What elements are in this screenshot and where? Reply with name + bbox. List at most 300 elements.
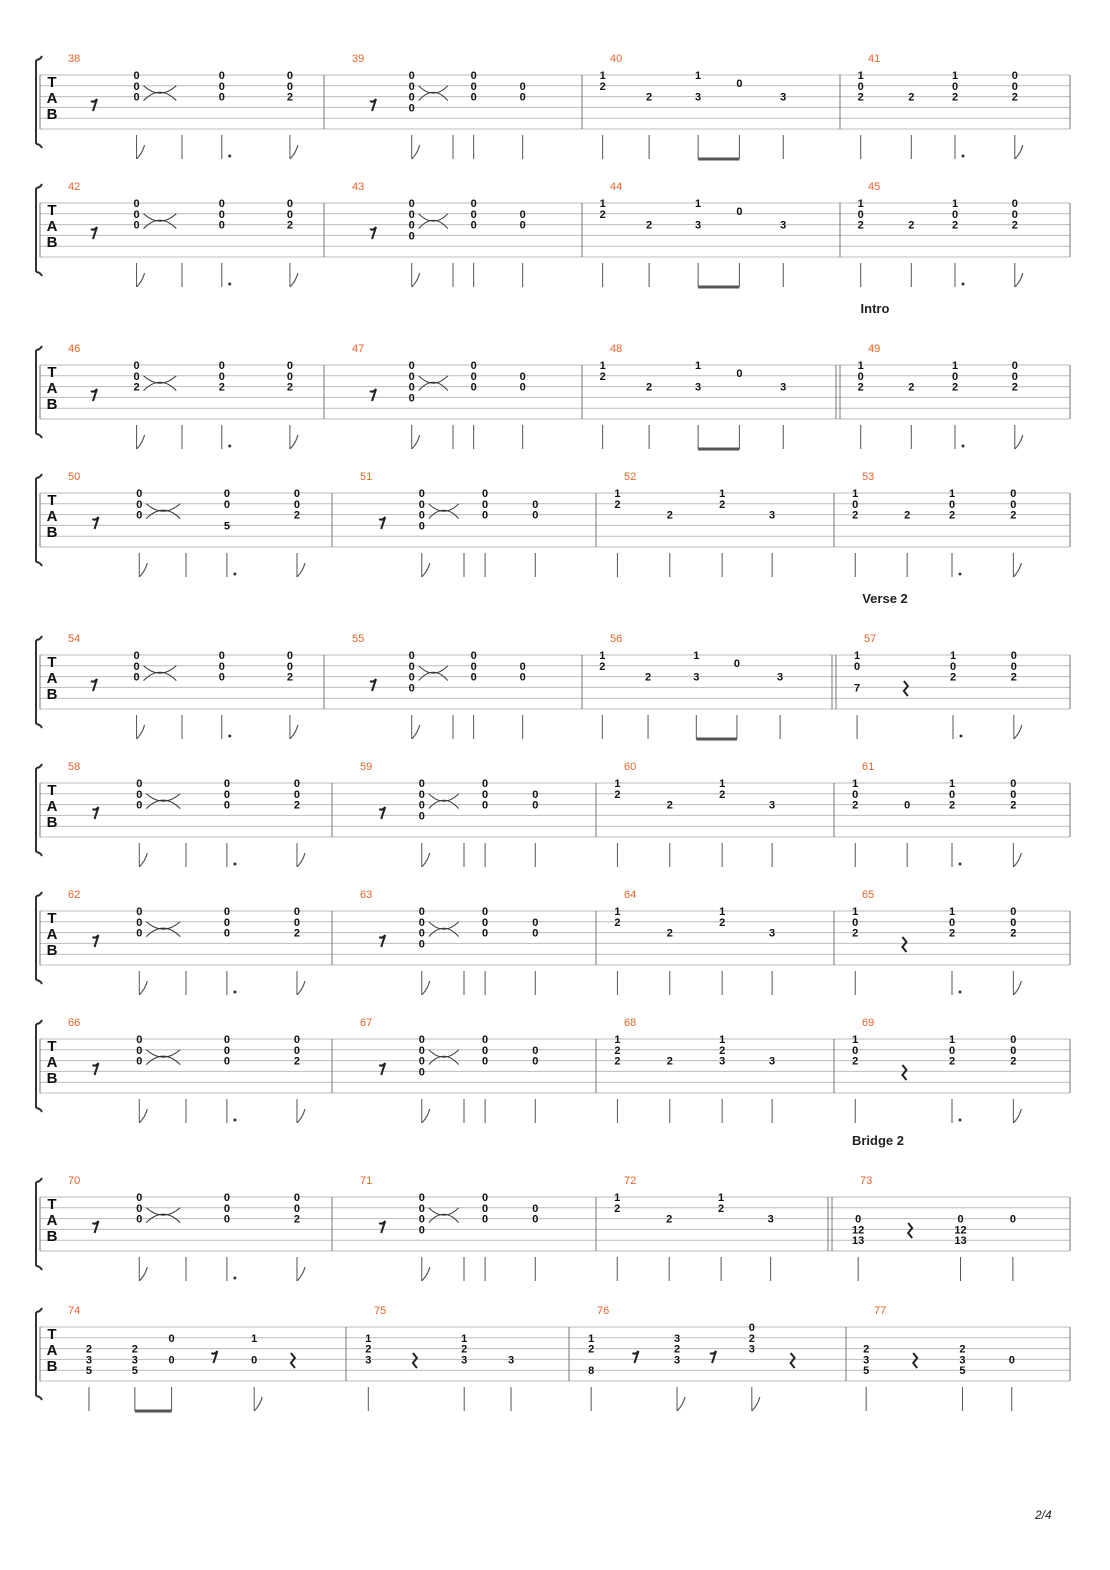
fret-number: 0 [293,916,301,929]
fret-number: 2 [904,509,911,522]
fret-number: 3 [780,219,787,232]
eighth-flag [297,1109,305,1123]
fret-number: 2 [286,671,293,684]
fret-number: 2 [599,208,606,221]
fret-number: 0 [218,650,225,662]
fret-number: 3 [695,219,702,232]
fret-number: 2 [365,1343,372,1356]
fret-number: 0 [519,208,526,221]
fret-number: 0 [532,1055,539,1068]
fret-number: 0 [136,1034,143,1046]
measure-number: 43 [352,181,365,193]
section-label: Bridge 2 [851,1133,905,1148]
measure-number: 52 [624,471,637,483]
fret-number: 0 [418,1066,425,1079]
system-bracket [36,1308,42,1400]
fret-number: 0 [136,498,143,511]
eighth-flag [412,145,420,159]
fret-number: 0 [1010,788,1017,801]
fret-number: 0 [418,916,425,929]
fret-number: 0 [293,498,301,511]
fret-number: 0 [408,660,415,673]
augmentation-dot [233,573,236,576]
augmentation-dot [962,445,965,448]
fret-number: 2 [948,927,956,940]
fret-number: 0 [286,660,293,673]
fret-number: 0 [293,488,301,500]
fret-number: 0 [136,927,143,940]
eighth-flag [1015,145,1023,159]
augmentation-dot [959,1119,962,1122]
fret-number: 0 [408,102,415,115]
eighth-flag [297,563,305,577]
tab-clef-a: A [46,1212,58,1229]
fret-number: 0 [418,927,425,940]
fret-number: 5 [85,1365,93,1378]
tab-clef-b: B [46,106,58,123]
fret-number: 0 [418,788,425,801]
fret-number: 0 [293,1044,301,1057]
fret-number: 0 [223,1044,230,1057]
fret-number: 0 [418,810,425,823]
fret-number: 2 [863,1343,870,1356]
fret-number: 2 [293,927,301,940]
tab-clef-b: B [46,686,58,703]
measure [360,471,538,577]
fret-number: 2 [218,381,225,394]
tab-clef-t: T [47,364,57,381]
fret-number: 0 [408,80,415,93]
measure-number: 61 [862,761,875,773]
augmentation-dot [228,155,231,158]
eighth-rest [92,935,98,947]
fret-number: 0 [470,70,477,82]
fret-number: 2 [131,1343,138,1356]
fret-number: 3 [693,671,700,684]
fret-number: 1 [614,1034,621,1046]
fret-number: 0 [133,671,140,684]
fret-number: 2 [908,219,915,232]
measure-number: 76 [597,1305,610,1317]
fret-number: 0 [1010,650,1017,662]
fret-number: 1 [614,488,621,500]
fret-number: 1 [693,650,700,662]
fret-number: 2 [1010,927,1017,940]
measure [68,343,298,449]
eighth-rest [379,935,385,947]
fret-number: 2 [1011,381,1018,394]
measure [352,53,526,159]
fret-number: 2 [1011,91,1018,104]
fret-number: 5 [959,1365,966,1378]
fret-number: 1 [695,198,702,210]
eighth-flag [422,563,430,577]
fret-number: 0 [418,509,425,522]
measure-number: 60 [624,761,637,773]
fret-number: 1 [599,70,606,82]
measure-number: 64 [624,889,637,901]
measure [854,633,1022,739]
system-bracket [36,1178,42,1270]
eighth-rest [91,99,97,111]
quarter-rest [908,1223,912,1238]
augmentation-dot [233,1119,236,1122]
fret-number: 0 [223,778,230,790]
fret-number: 2 [719,498,726,511]
fret-number: 0 [1011,198,1018,210]
tab-clef-b: B [46,1070,58,1087]
tab-clef-a: A [46,218,58,235]
fret-number: 0 [1010,906,1017,918]
eighth-flag [137,273,145,287]
fret-number: 0 [223,1055,230,1068]
fret-number: 0 [418,1224,425,1237]
fret-number: 0 [136,906,143,918]
quarter-rest [902,937,906,952]
measure-number: 66 [68,1017,81,1029]
tab-clef-a: A [46,798,58,815]
measure-number: 54 [68,633,81,645]
tab-clef-b: B [46,524,58,541]
fret-number: 0 [218,91,225,104]
augmentation-dot [960,735,963,738]
measure-number: 63 [360,889,373,901]
fret-number: 2 [85,1343,93,1356]
tab-clef-a: A [46,90,58,107]
fret-number: 2 [948,799,956,812]
fret-number: 0 [133,660,140,673]
tab-clef-t: T [47,1038,57,1055]
eighth-flag [297,981,305,995]
fret-number: 0 [218,671,225,684]
fret-number: 0 [948,788,956,801]
eighth-flag [422,1109,430,1123]
fret-number: 0 [418,1055,425,1068]
fret-number: 0 [418,1202,425,1215]
quarter-rest [913,1353,917,1368]
fret-number: 13 [954,1235,967,1248]
fret-number: 0 [133,650,140,662]
fret-number: 0 [408,70,415,82]
eighth-flag [412,435,420,449]
fret-number: 0 [408,381,415,394]
fret-number: 3 [769,1055,776,1068]
fret-number: 0 [286,198,293,210]
eighth-flag [290,435,298,449]
eighth-rest [370,99,376,111]
eighth-flag [412,273,420,287]
fret-number: 0 [223,1202,230,1215]
fret-number: 2 [646,219,653,232]
system-bracket [36,474,42,566]
fret-number: 0 [408,360,415,372]
fret-number: 1 [614,906,621,918]
fret-number: 0 [470,80,477,93]
fret-number: 0 [482,498,489,511]
augmentation-dot [228,735,231,738]
fret-number: 0 [418,520,425,533]
fret-number: 2 [133,381,140,394]
fret-number: 3 [673,1354,681,1367]
fret-number: 3 [769,509,776,522]
fret-number: 3 [769,927,776,940]
system-bracket [36,636,42,728]
fret-number: 0 [470,198,477,210]
fret-number: 0 [136,788,143,801]
fret-number: 2 [614,1202,621,1215]
measure [365,1305,514,1411]
eighth-flag [139,563,147,577]
fret-number: 0 [418,1044,425,1057]
fret-number: 1 [853,650,861,662]
tab-clef-b: B [46,1358,58,1375]
fret-number: 0 [470,650,477,662]
fret-number: 2 [852,927,859,940]
measure [360,1175,538,1281]
eighth-flag [412,725,420,739]
quarter-rest [791,1353,795,1368]
fret-number: 5 [863,1365,870,1378]
fret-number: 0 [482,788,489,801]
fret-number: 3 [767,1213,774,1226]
fret-number: 2 [666,509,673,522]
fret-number: 0 [223,799,230,812]
measure [68,53,298,159]
measure [360,889,538,995]
fret-number: 0 [223,906,230,918]
tab-system [36,1017,1070,1123]
fret-number: 0 [1010,498,1017,511]
tab-clef-t: T [47,202,57,219]
eighth-flag [1013,981,1021,995]
fret-number: 0 [418,906,425,918]
fret-number: 0 [218,360,225,372]
fret-number: 0 [482,1044,489,1057]
fret-number: 0 [286,80,293,93]
fret-number: 0 [1008,1354,1015,1367]
fret-number: 2 [1011,219,1018,232]
fret-number: 0 [418,1034,425,1046]
fret-number: 0 [418,799,425,812]
measure-number: 51 [360,471,373,483]
measure [360,761,538,867]
fret-number: 2 [614,1055,621,1068]
measure [852,761,1021,867]
fret-number: 1 [719,778,726,790]
fret-number: 0 [1009,1213,1016,1226]
fret-number: 2 [644,671,652,684]
page-number: 2/4 [1035,1508,1052,1522]
fret-number: 0 [736,77,743,90]
fret-number: 0 [852,1044,859,1057]
eighth-flag [139,1109,147,1123]
fret-number: 2 [857,381,864,394]
fret-number: 0 [482,927,489,940]
fret-number: 0 [293,778,301,790]
fret-number: 0 [532,1044,539,1057]
fret-number: 0 [951,370,959,383]
measure [614,1017,775,1123]
section-label: Intro [860,301,890,316]
fret-number: 2 [286,91,293,104]
system-bracket [36,1020,42,1112]
fret-number: 0 [251,1354,258,1367]
fret-number: 0 [168,1332,175,1345]
fret-number: 0 [223,927,230,940]
fret-number: 8 [588,1365,595,1378]
fret-number: 0 [470,370,477,383]
fret-number: 2 [857,219,864,232]
fret-number: 0 [418,498,425,511]
measure [68,471,305,577]
eighth-flag [422,853,430,867]
tab-system [36,1305,1070,1411]
eighth-flag [137,725,145,739]
fret-number: 2 [908,381,915,394]
measure-number: 58 [68,761,81,773]
tab-clef-a: A [46,508,58,525]
eighth-rest [91,389,97,401]
measure-number: 74 [68,1305,81,1317]
fret-number: 0 [482,1192,489,1204]
fret-number: 5 [223,520,230,533]
measure [614,889,775,995]
fret-number: 0 [470,219,477,232]
augmentation-dot [233,991,236,994]
fret-number: 2 [293,799,301,812]
system-bracket [36,56,42,148]
tab-clef-b: B [46,234,58,251]
measure-number: 57 [864,633,877,645]
fret-number: 0 [482,906,489,918]
measure-number: 50 [68,471,81,483]
augmentation-dot [233,1277,236,1280]
fret-number: 0 [482,1055,489,1068]
fret-number: 7 [853,682,861,695]
fret-number: 2 [852,1055,859,1068]
fret-number: 3 [780,91,787,104]
fret-number: 0 [852,916,859,929]
eighth-rest [370,227,376,239]
measure [352,633,526,739]
quarter-rest [904,681,908,696]
measure-number: 62 [68,889,81,901]
eighth-rest [379,517,385,529]
tab-system [36,889,1070,995]
tab-clef-a: A [46,380,58,397]
fret-number: 2 [1010,1055,1017,1068]
system-bracket [36,346,42,438]
eighth-flag [139,853,147,867]
fret-number: 2 [852,799,859,812]
fret-number: 1 [599,650,606,662]
measure-number: 59 [360,761,373,773]
fret-number: 1 [614,778,621,790]
tab-system [36,471,1070,577]
fret-number: 0 [418,1213,425,1226]
measure-number: 69 [862,1017,875,1029]
tab-clef-a: A [46,1342,58,1359]
eighth-flag [1015,273,1023,287]
augmentation-dot [962,155,965,158]
fret-number: 3 [507,1354,515,1367]
fret-number: 0 [408,392,415,405]
fret-number: 0 [293,906,301,918]
fret-number: 0 [855,1213,862,1226]
measure [352,343,526,449]
fret-number: 0 [904,799,911,812]
augmentation-dot [962,283,965,286]
fret-number: 3 [719,1055,726,1068]
fret-number: 3 [748,1343,755,1356]
fret-number: 0 [293,1034,301,1046]
fret-number: 0 [532,1213,539,1226]
fret-number: 2 [959,1343,966,1356]
fret-number: 0 [218,370,225,383]
fret-number: 2 [293,1055,301,1068]
measure-number: 46 [68,343,81,355]
fret-number: 0 [736,205,743,218]
fret-number: 0 [482,916,489,929]
fret-number: 5 [131,1365,138,1378]
fret-number: 0 [168,1354,175,1367]
eighth-flag [139,981,147,995]
fret-number: 1 [852,906,859,918]
fret-number: 0 [519,671,526,684]
fret-number: 3 [777,671,784,684]
fret-number: 2 [293,1213,301,1226]
fret-number: 3 [769,799,776,812]
fret-number: 2 [948,1055,956,1068]
fret-number: 0 [408,208,415,221]
measure-number: 49 [868,343,881,355]
measure [852,889,1021,995]
quarter-rest [902,1065,906,1080]
fret-number: 2 [1010,671,1017,684]
fret-number: 0 [133,70,140,82]
fret-number: 1 [614,1192,621,1204]
fret-number: 0 [136,916,143,929]
fret-number: 2 [614,916,621,929]
fret-number: 0 [1010,778,1017,790]
fret-number: 0 [1010,1044,1017,1057]
fret-number: 0 [949,660,957,673]
fret-number: 2 [599,80,606,93]
eighth-flag [1013,1109,1021,1123]
fret-number: 2 [646,91,653,104]
eighth-flag [422,1267,430,1281]
eighth-flag [137,435,145,449]
measure-number: 75 [374,1305,387,1317]
fret-number: 0 [470,208,477,221]
eighth-flag [290,145,298,159]
fret-number: 0 [532,799,539,812]
tab-clef-a: A [46,670,58,687]
measure [863,1305,1015,1411]
fret-number: 2 [293,509,301,522]
fret-number: 0 [857,80,864,93]
fret-number: 0 [218,70,225,82]
fret-number: 1 [365,1332,372,1345]
fret-number: 1 [251,1332,258,1345]
fret-number: 0 [482,509,489,522]
fret-number: 0 [218,198,225,210]
eighth-flag [137,145,145,159]
fret-number: 0 [852,498,859,511]
fret-number: 0 [408,682,415,695]
fret-number: 2 [719,788,726,801]
fret-number: 2 [599,370,606,383]
